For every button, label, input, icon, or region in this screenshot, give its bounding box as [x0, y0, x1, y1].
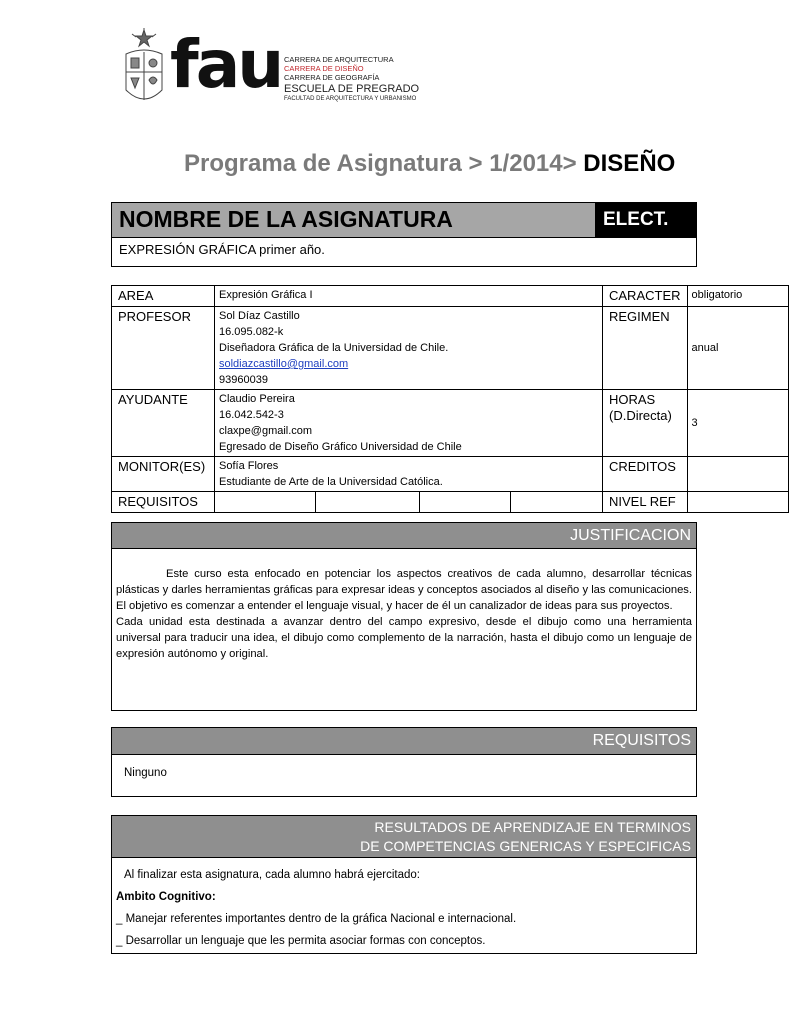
course-name-header	[112, 203, 595, 238]
resultados-intro: Al finalizar esta asignatura, cada alumno habrá ejercitado:	[124, 869, 420, 881]
justificacion-body	[112, 549, 696, 662]
horas-label	[603, 390, 688, 457]
monitor-title: Estudiante de Arte de la Universidad Católica.	[219, 476, 443, 488]
caracter-value: obligatorio	[687, 286, 788, 307]
requisitos-value: Ninguno	[124, 767, 167, 779]
creditos-value	[687, 457, 788, 492]
course-name-label: NOMBRE DE LA ASIGNATURA	[119, 206, 453, 232]
logo-school: ESCUELA DE PREGRADO	[284, 83, 420, 95]
logo-line-diseno: CARRERA DE DISEÑO	[284, 64, 364, 73]
resultado-item-2: _ Desarrollar un lenguaje que les permita asociar formas con conceptos.	[116, 935, 486, 947]
requisitos-label: REQUISITOS	[112, 492, 215, 513]
justificacion-paragraph-2: Cada unidad esta destinada a avanzar dentro del campo expresivo, desde el dibujo como una herramienta universal para traducir una idea, el dibujo como complemento de la narración, hasta el dibujo como un lenguaje de expresión autónomo y original.	[116, 616, 692, 660]
creditos-label: CREDITOS	[603, 457, 688, 492]
ayudante-label: AYUDANTE	[112, 390, 215, 457]
course-info-table	[111, 285, 789, 513]
monitor-name: Sofía Flores	[219, 460, 279, 472]
resultados-heading-line-1: RESULTADOS DE APRENDIZAJE EN TERMINOS	[374, 819, 691, 835]
course-name-value: EXPRESIÓN GRÁFICA primer año.	[119, 242, 325, 257]
area-label: AREA	[112, 286, 215, 307]
ayudante-rut: 16.042.542-3	[219, 409, 284, 421]
resultados-body	[112, 858, 696, 947]
justificacion-heading: JUSTIFICACION	[112, 523, 696, 549]
ambito-cognitivo-label: Ambito Cognitivo:	[116, 891, 216, 903]
resultados-heading-line-2: DE COMPETENCIAS GENERICAS Y ESPECIFICAS	[360, 838, 691, 854]
area-value: Expresión Gráfica I	[215, 286, 603, 307]
ayudante-name: Claudio Pereira	[219, 393, 295, 405]
profesor-name: Sol Díaz Castillo	[219, 310, 300, 322]
regimen-value: anual	[687, 307, 788, 390]
course-type-badge	[595, 203, 696, 238]
requisitos-cell-4	[511, 492, 603, 513]
profesor-rut: 16.095.082-k	[219, 326, 284, 338]
title-area: DISEÑO	[583, 150, 676, 177]
profesor-title: Diseñadora Gráfica de la Universidad de Chile.	[219, 342, 449, 354]
resultado-item-1: _ Manejar referentes importantes dentro de la gráfica Nacional e internacional.	[116, 913, 517, 925]
monitor-cell	[215, 457, 603, 492]
profesor-cell	[215, 307, 603, 390]
caracter-label: CARACTER	[603, 286, 688, 307]
university-crest-icon	[122, 28, 166, 110]
resultados-heading	[112, 816, 696, 858]
horas-label-line-2: (D.Directa)	[609, 408, 672, 423]
requisitos-section	[111, 727, 697, 797]
profesor-email-link[interactable]: soldiazcastillo@gmail.com	[219, 358, 349, 370]
page-title	[184, 150, 675, 178]
title-prefix: Programa de Asignatura > 1/2014>	[184, 150, 577, 177]
nivel-ref-value	[687, 492, 788, 513]
requisitos-heading: REQUISITOS	[112, 728, 696, 755]
regimen-label: REGIMEN	[603, 307, 688, 390]
course-type-label: ELECT.	[603, 209, 669, 230]
requisitos-cell-2	[316, 492, 420, 513]
ayudante-email: claxpe@gmail.com	[219, 425, 313, 437]
horas-label-line-1: HORAS	[609, 392, 656, 407]
logo-line-arquitectura: CARRERA DE ARQUITECTURA	[284, 55, 394, 64]
ayudante-cell	[215, 390, 603, 457]
horas-value: 3	[687, 390, 788, 457]
nivel-ref-label: NIVEL REF	[603, 492, 688, 513]
justificacion-paragraph-1: Este curso esta enfocado en potenciar los aspectos creativos de cada alumno, desarrollar técnicas plásticas y darles herramientas gráficas para expresar ideas y conceptos asociados al diseño y las comunicaciones. El objetivo es comenzar a entender el lenguaje visual, y hacer de él un canalizador de ideas para sus proyectos.	[116, 568, 692, 612]
logo-faculty: FACULTAD DE ARQUITECTURA Y URBANISMO	[284, 96, 417, 102]
fau-logo: fau	[170, 26, 282, 103]
requisitos-cell-1	[215, 492, 316, 513]
profesor-label: PROFESOR	[112, 307, 215, 390]
justificacion-section	[111, 522, 697, 711]
profesor-phone: 93960039	[219, 374, 268, 386]
logo-line-geografia: CARRERA DE GEOGRAFÍA	[284, 73, 380, 82]
logo-text-block	[284, 55, 419, 103]
ayudante-title: Egresado de Diseño Gráfico Universidad de Chile	[219, 441, 462, 453]
course-name-box	[111, 202, 697, 267]
monitor-label: MONITOR(ES)	[112, 457, 215, 492]
requisitos-cell-3	[420, 492, 511, 513]
resultados-section	[111, 815, 697, 954]
